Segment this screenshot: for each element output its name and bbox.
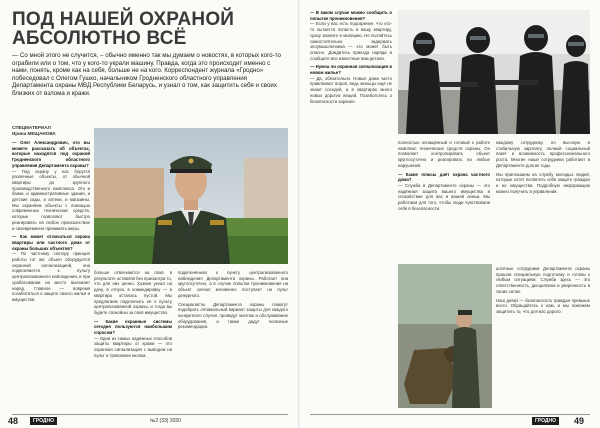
headline-line-2: АБСОЛЮТНО ВСЁ xyxy=(12,28,187,49)
answer-1: — Под охрану у нас берутся различные объекты, от обычной квартиры до крупного производственного комплекса. Это и банки, и административные здания, и детские сады, и аптеки, и магазины. Мы охраняем объекты с помощью современных технических средств, которые позволяют быстро реагировать на любое происшествие и своевременно принимать меры. xyxy=(12,168,90,231)
question-1: — Олег Александрович, что вы можете рассказать об объектах, которые находятся под охраной Гродненского областного управления Департамента охраны? xyxy=(12,140,90,168)
question-col2-2: — Какие охранные системы сегодня пользуются наибольшим спросом? xyxy=(94,318,172,336)
text-column-4 xyxy=(310,10,392,408)
left-page-number: 48 xyxy=(8,416,19,426)
text-column-6 xyxy=(496,140,590,260)
text-column-3 xyxy=(178,270,288,408)
issue-number: №2 (33) 2020 xyxy=(150,418,181,424)
answer-col5-1: полностью оснащённый и готовый к работе комплекс технических средств охраны. Он позволяет контролировать объект круглосуточно и реагировать на любые нарушения. xyxy=(398,140,490,168)
text-column-1 xyxy=(12,140,90,408)
answer-col7-1: штатные сотрудники Департамента охраны прошли специальную подготовку и готовы к любым ситуациям. Служба здесь — это ответственность, дисциплина и уверенность в своих силах. xyxy=(496,266,590,294)
answer-col3-1: подключённая к пункту централизованного наблюдения Департамента охраны. Работает она круглосуточно, а в случае попытки проникновения на объект сигнал мгновенно поступает на пульт дежурного. xyxy=(178,270,288,298)
article-lead: — Со мной этого не случится, – обычно именно так мы думаем о новостях, в которых кого-то ограбили или о том, что у кого-то украли машину. Правда, когда это происходит именно с нами, понять, кроме как на себя, больше не на кого. Корреспондент журнала «Гродно» побеседовал с Олегом Гушко, начальником Гродненского областного управления Департамента охраны МВД Республики Беларусь, и узнал о том, как защитить себя и своих близких от взлома и кражи. xyxy=(12,52,281,97)
answer-col2-2: — Одни из самых надёжных способов защиты квартиры от кражи — это охранная сигнализация с выводом на пульт и тревожная кнопка. xyxy=(94,335,172,358)
text-column-2 xyxy=(94,270,172,408)
answer-col6-1: каждому сотруднику, но высокую и стабильную зарплату, полный социальный пакет и возможность профессионального роста. Многие наши сотрудники работают в Департаменте долгие годы. xyxy=(496,140,590,168)
answer-col4-2: — Да, обязательно. Новые дома часто привлекают воров, ведь жильцы ещё не знают соседей, а в квартирах много новых дорогих вещей. Позаботьтесь о безопасности заранее. xyxy=(310,75,392,104)
byline-author: Ирина МЕЩАНОВА xyxy=(12,131,56,136)
right-page xyxy=(300,0,600,428)
question-col5-2: — Какие плюсы даёт охрана частного дома? xyxy=(398,171,490,183)
answer-col2-1: больше отвлекаются на своё, в результате оставляя без присмотра то, что для них ценно. Хозяин уехал на дачу, в отпуск, в командировку — а квартира осталась пустой. Мы предлагаем подключить её к пульту централизованной охраны, и тогда вы будете спокойны за своё имущество. xyxy=(94,270,172,315)
text-column-5 xyxy=(398,140,490,260)
headline-line-1: ПОД НАШЕЙ ОХРАНОЙ xyxy=(12,9,235,30)
text-column-7 xyxy=(496,266,590,408)
special-unit-photo xyxy=(398,10,590,134)
left-page-footer xyxy=(0,414,300,428)
officer-portrait-photo xyxy=(94,128,288,264)
officer-portrait-image xyxy=(94,128,288,264)
answer-col3-2: Специалисты Департамента охраны помогут подобрать оптимальный вариант защиты для каждого конкретного случая, проведут монтаж и обслуживание оборудования, а также дадут полезные рекомендации. xyxy=(178,301,288,330)
answer-col7-2: Наш девиз — безопасность граждан превыше всего. Обращайтесь к нам, и мы поможем защитить то, что для вас дорого. xyxy=(496,297,590,314)
question-col4-2: — Нужна ли охранная сигнализация в новом жилье? xyxy=(310,64,392,76)
byline xyxy=(12,125,56,137)
answer-col6-2: Мы приглашаем на службу молодых людей, которые хотят посвятить себя защите граждан и их имущества. Подробную информацию можно получить в управлении. xyxy=(496,171,590,194)
dog-handler-photo xyxy=(398,264,492,408)
article-headline xyxy=(12,10,234,48)
answer-2: — По частному сектору принцип работы тот же: объект оборудуется охранной сигнализацией, она подключается к пульту централизованного наблюдения, и при срабатывании на место выезжает наряд. Главное — вовремя позаботиться о защите своего жилья и имущества. xyxy=(12,251,90,302)
answer-col4-1: — Если у вас есть подозрение, что кто-то пытается попасть в вашу квартиру, сразу звоните в милицию. Не пытайтесь самостоятельно задержать злоумышленника — это может быть опасно. Дождитесь приезда наряда и сообщите все известные вам детали. xyxy=(310,21,392,61)
magazine-brand-right: ГРОДНО xyxy=(532,417,559,425)
dog-handler-image xyxy=(398,264,492,408)
special-unit-image xyxy=(398,10,590,134)
right-page-footer xyxy=(300,414,600,428)
byline-label: СПЕЦМАТЕРИАЛ xyxy=(12,125,51,130)
answer-col5-2: — Служба в Департаменте охраны — это надёжная защита вашего имущества и спокойствие для вас и вашей семьи. Мы работаем для того, чтобы люди чувствовали себя в безопасности. xyxy=(398,182,490,211)
magazine-brand-left: ГРОДНО xyxy=(30,417,57,425)
right-page-number: 49 xyxy=(574,416,585,426)
question-col4-1: — В каком случае можно сообщить о попытке проникновения? xyxy=(310,10,392,21)
question-2: — Как может отличаться охрана квартиры или частного дома от охраны больших объектов? xyxy=(12,234,90,251)
